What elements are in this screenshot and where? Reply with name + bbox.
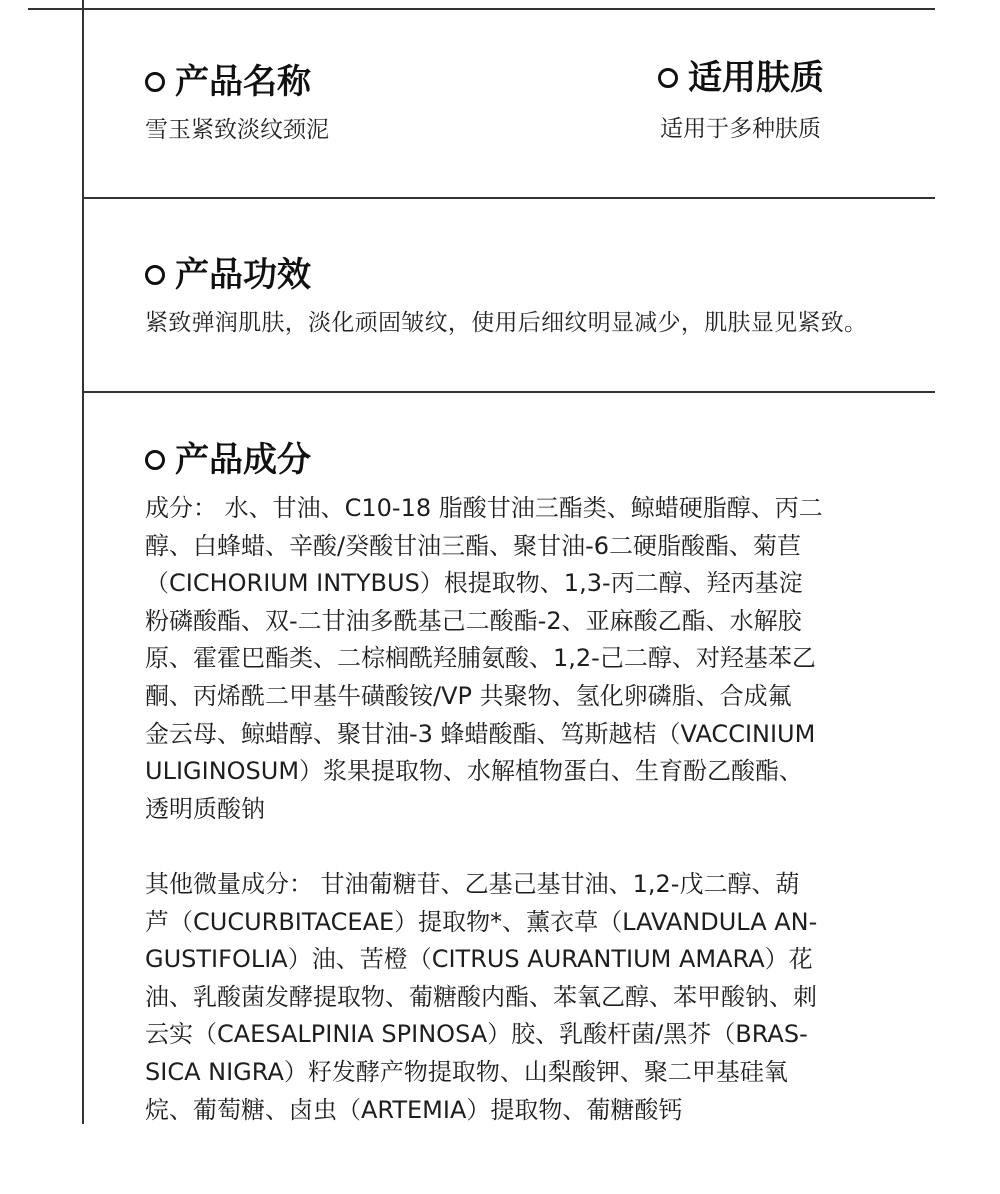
skin-type-heading-label: 适用肤质 — [688, 58, 824, 98]
circle-bullet-icon — [145, 265, 165, 285]
other-ingredients-line: GUSTIFOLIA）油、苦橙（CITRUS AURANTIUM AMARA）花 — [145, 945, 813, 974]
other-ingredients-line: 云实（CAESALPINIA SPINOSA）胶、乳酸杆菌/黑芥（BRAS- — [145, 1020, 808, 1049]
ingredients-line: 成分： 水、甘油、C10-18 脂酸甘油三酯类、鲸蜡硬脂醇、丙二 — [145, 494, 823, 522]
ingredients-line: 原、霍霍巴酯类、二棕榈酰羟脯氨酸、1,2-己二醇、对羟基苯乙 — [145, 644, 816, 673]
product-name-heading-label: 产品名称 — [175, 62, 311, 102]
ingredients-line: 透明质酸钠 — [145, 794, 265, 823]
ingredients-line: ULIGINOSUM）浆果提取物、水解植物蛋白、生育酚乙酸酯、 — [145, 757, 804, 786]
ingredients-line: 金云母、鲸蜡醇、聚甘油-3 蜂蜡酸酯、笃斯越桔（VACCINIUM — [145, 719, 816, 748]
effect-heading-label: 产品功效 — [175, 255, 311, 295]
effect-heading — [145, 255, 311, 295]
section-divider-1 — [82, 197, 935, 199]
ingredients-heading-label: 产品成分 — [175, 440, 311, 480]
skin-type-heading — [658, 58, 824, 98]
circle-bullet-icon — [145, 450, 165, 470]
ingredients-line: 粉磷酸酯、双-二甘油多酰基己二酸酯-2、亚麻酸乙酯、水解胶 — [145, 606, 802, 635]
skin-type-value: 适用于多种肤质 — [660, 116, 821, 142]
section-divider-2 — [82, 391, 935, 393]
product-name-heading — [145, 62, 311, 102]
ingredients-line: （CICHORIUM INTYBUS）根提取物、1,3-丙二醇、羟丙基淀 — [145, 569, 803, 598]
other-ingredients-line: 油、乳酸菌发酵提取物、葡糖酸内酯、苯氧乙醇、苯甲酸钠、刺 — [145, 982, 817, 1011]
other-ingredients-line: 其他微量成分： 甘油葡糖苷、乙基己基甘油、1,2-戊二醇、葫 — [145, 870, 800, 898]
effect-value: 紧致弹润肌肤，淡化顽固皱纹，使用后细纹明显减少，肌肤显见紧致。 — [145, 310, 868, 336]
left-vertical-rule — [82, 0, 84, 1124]
product-name-value: 雪玉紧致淡纹颈泥 — [145, 117, 329, 143]
top-divider — [28, 8, 935, 10]
ingredients-heading — [145, 440, 311, 480]
ingredients-other-list — [145, 866, 910, 1129]
ingredients-line: 酮、丙烯酰二甲基牛磺酸铵/VP 共聚物、氢化卵磷脂、合成氟 — [145, 681, 792, 710]
other-ingredients-line: 芦（CUCURBITACEAE）提取物*、薰衣草（LAVANDULA AN- — [145, 907, 818, 936]
ingredients-main-list — [145, 490, 910, 828]
other-ingredients-line: SICA NIGRA）籽发酵产物提取物、山梨酸钾、聚二甲基硅氧 — [145, 1057, 788, 1086]
ingredients-line: 醇、白蜂蜡、辛酸/癸酸甘油三酯、聚甘油-6二硬脂酸酯、菊苣 — [145, 531, 802, 560]
other-ingredients-line: 烷、葡萄糖、卤虫（ARTEMIA）提取物、葡糖酸钙 — [145, 1095, 683, 1124]
circle-bullet-icon — [145, 72, 165, 92]
circle-bullet-icon — [658, 68, 678, 88]
